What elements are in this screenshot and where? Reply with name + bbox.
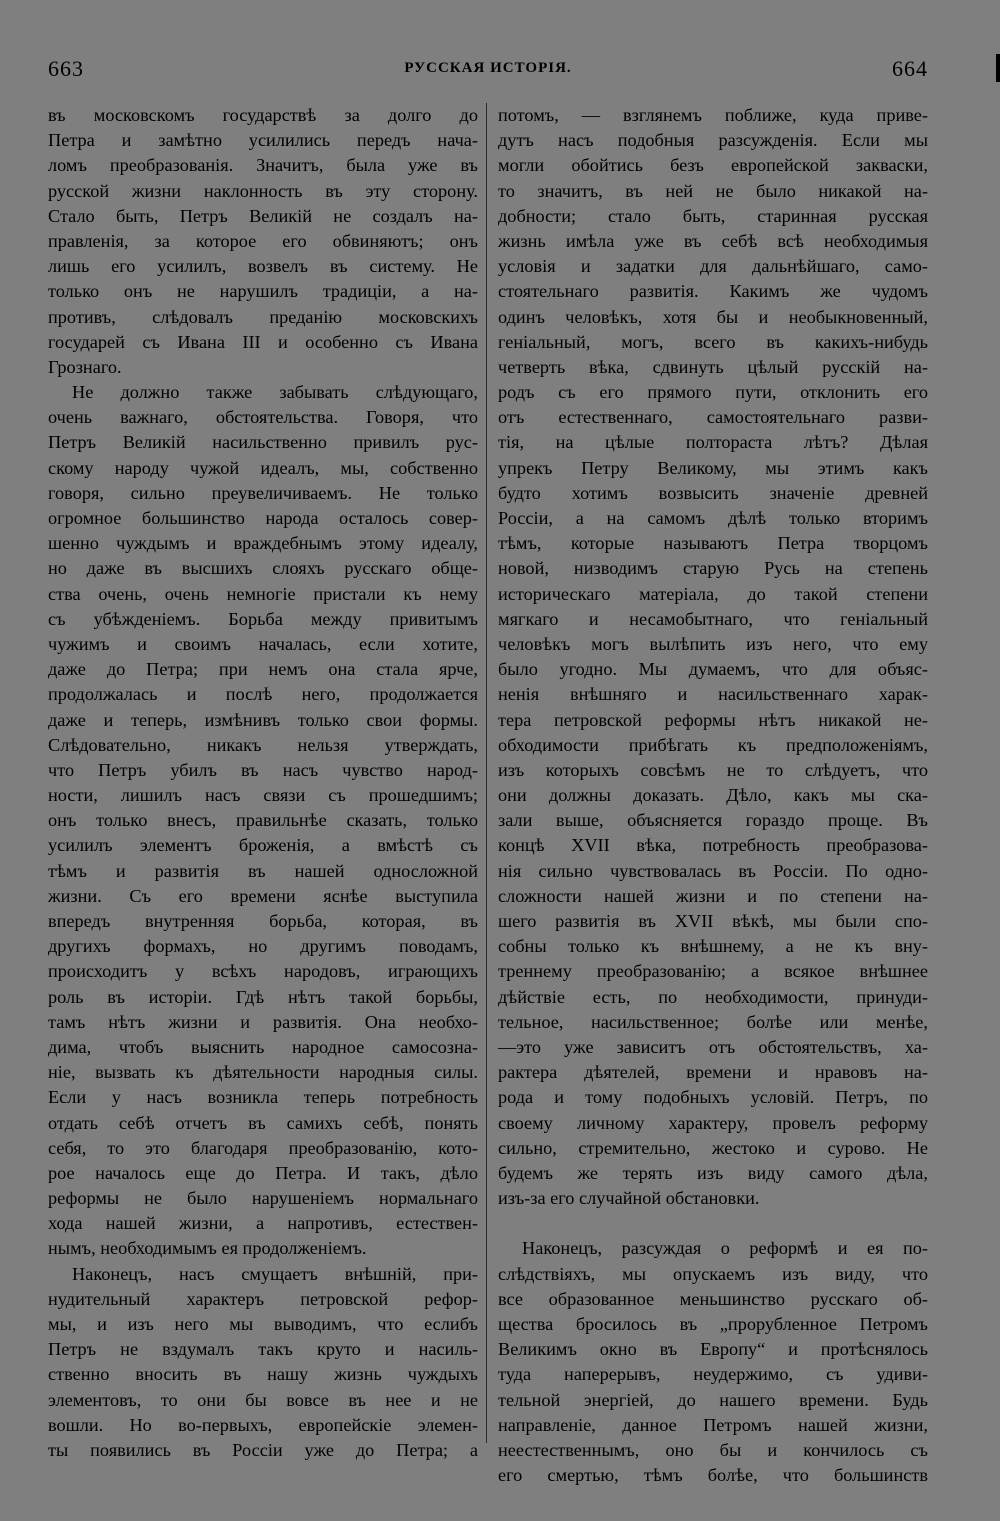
text-line: Грознаго. [48,356,122,377]
text-line: могли обойтись безъ европейской закваски, [498,155,928,176]
text-line: концѣ XVII вѣка, потребность преобразова- [498,835,928,856]
text-line: ніе, вызвать къ дѣятельности народныя силы. [48,1062,478,1083]
text-line: другихъ формахъ, но другимъ поводамъ, [48,936,478,957]
page-edge-mark [996,54,1000,82]
text-line: обходимости прибѣгать къ предположеніямъ, [498,734,928,755]
text-line: человѣкъ могъ вылѣпить изъ него, что ему [498,633,928,654]
text-line: тѣмъ и развитія въ нашей односложной [48,860,478,881]
text-line: ности, лишилъ насъ связи съ прошедшимъ; [48,785,478,806]
text-line: Стало быть, Петръ Великій не создалъ на- [48,205,478,226]
text-line [498,1211,928,1236]
text-line: Великимъ окно въ Европу“ и протѣснялось [498,1339,928,1360]
text-line: стоятельнаго развитія. Какимъ же чудомъ [498,281,928,302]
text-line: рактера дѣятелей, времени и нравовъ на- [498,1062,928,1083]
text-line: Если у насъ возникла теперь потребность [48,1087,478,1108]
text-line: продолжалась и послѣ него, продолжается [48,684,478,705]
text-line: своему личному характеру, провелъ реформу [498,1112,928,1133]
text-line: ломъ преобразованія. Значитъ, была уже въ [48,155,478,176]
text-line: Петръ не вздумалъ такъ круто и насиль- [48,1339,478,1360]
text-line: русской жизни наклонность въ эту сторону. [48,180,478,201]
text-line: въ московскомъ государствѣ за долго до [48,105,478,125]
text-line: мягкаго и несамобытнаго, что геніальный [498,608,928,629]
text-line: отдать себѣ отчетъ въ самихъ себѣ, понять [48,1112,478,1133]
text-line: даже до Петра; при немъ она стала ярче, [48,659,478,680]
text-line: ства очень, очень немногіе пристали къ нему [48,583,478,604]
text-line: тельное, насильственное; болѣе или менѣе, [498,1011,928,1032]
text-line: Петра и замѣтно усилились передъ нача- [48,130,478,151]
text-line: тера петровской реформы нѣтъ никакой не- [498,709,928,730]
text-line: дима, чтобъ выяснить народное самосозна- [48,1036,478,1057]
running-title: РУССКАЯ ИСТОРІЯ. [404,60,572,76]
text-line: направленіе, данное Петромъ нашей жизни, [498,1414,928,1435]
text-line: что Петръ убилъ въ насъ чувство народ- [48,759,478,780]
text-line: потомъ, — взглянемъ поближе, куда приве- [498,105,928,125]
text-line: нудительный характеръ петровской рефор- [48,1288,478,1309]
text-line: лишь его усилилъ, возвелъ въ систему. Не [48,256,478,277]
text-line: ты появились въ Россіи уже до Петра; а [48,1439,478,1460]
text-line: историческаго матеріала, до такой степени [498,583,928,604]
text-line: зали выше, объясняется гораздо проще. Въ [498,810,928,831]
text-line: жизнь имѣла уже въ себѣ всѣ необходимыя [498,230,928,251]
page-number-left: 663 [48,56,84,81]
page-header [48,56,928,86]
text-line: происходитъ у всѣхъ народовъ, играющихъ [48,961,478,982]
text-line: —это уже зависитъ отъ обстоятельствъ, ха- [498,1036,928,1057]
text-line: даже и теперь, измѣнивъ только свои формы. [48,709,478,730]
text-line: отъ естественнаго, самостоятельнаго разви- [498,407,928,428]
column-divider [486,103,487,1443]
text-line: они должны доказать. Дѣло, какъ мы ска- [498,785,928,806]
text-line: роль въ исторіи. Гдѣ нѣтъ такой борьбы, [48,986,478,1007]
text-line: мы, и изъ него мы выводимъ, что еслибъ [48,1314,478,1334]
text-line: Слѣдовательно, никакъ нельзя утверждать, [48,734,478,755]
text-line: говоря, сильно преувеличиваемъ. Не только [48,482,478,503]
text-line: собны только къ внѣшнему, а не къ вну- [498,936,928,957]
text-line: будемъ же терять изъ виду самого дѣла, [498,1162,928,1183]
text-line: рое началось еще до Петра. И такъ, дѣло [48,1162,478,1183]
text-line: слѣдствіяхъ, мы опускаемъ изъ виду, что [498,1263,928,1284]
text-line: то значитъ, въ ней не было никакой на- [498,180,928,201]
text-line: впередъ внутренняя борьба, которая, въ [48,911,478,931]
text-line: государей съ Ивана III и особенно съ Ивана [48,331,478,352]
text-line: элементовъ, то они бы вовсе въ нее и не [48,1389,478,1410]
text-line: чужимъ и своимъ началась, если хотите, [48,633,478,654]
text-line: нымъ, необходимымъ ея продолженіемъ. [48,1238,367,1259]
page-number-right: 664 [892,56,928,81]
text-line: Наконецъ, разсуждая о реформѣ и ея по- [522,1238,928,1259]
text-line: упрекъ Петру Великому, мы этимъ какъ [498,457,928,478]
text-line: противъ, слѣдовалъ преданію московскихъ [48,306,478,327]
text-line: дутъ насъ подобныя разсужденія. Если мы [498,130,928,151]
text-line: рода и тому подобныхъ условій. Петръ, по [498,1087,928,1108]
text-line: новой, низводимъ старую Русь на степень [498,558,928,579]
text-line: четверть вѣка, сдвинуть цѣлый русскій на- [498,356,928,377]
text-line: добности; стало быть, старинная русская [498,205,928,226]
text-line: правленія, за которое его обвиняютъ; онъ [48,230,478,251]
text-line: шенно чуждымъ и враждебнымъ этому идеалу, [48,533,478,554]
text-line: съ убѣжденіемъ. Борьба между привитымъ [48,608,478,629]
text-line: изъ которыхъ совсѣмъ не то слѣдуетъ, что [498,759,928,780]
text-line: туда наперерывъ, неудержимо, съ удиви- [498,1364,928,1385]
text-line: неестественнымъ, оно бы и кончилось съ [498,1439,928,1460]
text-line: будто хотимъ возвысить значеніе древней [498,482,928,503]
text-line: жизни. Съ его времени яснѣе выступила [48,885,478,906]
text-line: условія и задатки для дальнѣйшаго, само- [498,256,928,277]
text-line: тамъ нѣтъ жизни и развитія. Она необхо- [48,1011,478,1032]
text-line: сильно, стремительно, жестоко и сурово. Не [498,1137,928,1158]
text-line: сложности нашей жизни и по степени на- [498,885,928,906]
text-line: вошли. Но во-первыхъ, европейскіе элемен- [48,1414,478,1435]
text-line: тѣмъ, которые называютъ Петра творцомъ [498,533,928,554]
text-line: усилилъ элементъ броженія, а вмѣстѣ съ [48,835,478,856]
text-line: огромное большинство народа осталось совер- [48,508,478,528]
text-line: скому народу чужой идеалъ, мы, собственно [48,457,478,478]
text-line: одинъ человѣкъ, хотя бы и необыкновенный, [498,306,928,327]
text-line: реформы не было нарушеніемъ нормальнаго [48,1188,478,1209]
text-line: ненія внѣшняго и насильственнаго харак- [498,684,928,705]
text-line: тія, на цѣлые полтораста лѣтъ? Дѣлая [498,432,928,453]
text-line: тельной энергіей, до нашего времени. Будь [498,1389,928,1410]
text-line: но даже въ высшихъ слояхъ русскаго обще- [48,558,478,579]
text-line: дѣйствіе есть, по необходимости, принуди- [498,986,928,1007]
text-line: все образованное меньшинство русскаго об- [498,1288,928,1309]
text-line: ственно вносить въ нашу жизнь чуждыхъ [48,1364,478,1385]
text-line: очень важнаго, обстоятельства. Говоря, что [48,407,478,428]
text-line: нія сильно чувствовалась въ Россіи. По одно- [498,860,928,881]
text-line: себя, то это благодаря преобразованію, кото- [48,1137,478,1158]
text-line: хода нашей жизни, а напротивъ, естествен- [48,1213,478,1234]
text-line: Не должно также забывать слѣдующаго, [72,382,478,403]
text-line: Наконецъ, насъ смущаетъ внѣшній, при- [72,1263,478,1284]
text-line: его смертью, тѣмъ болѣе, что большинств [498,1465,928,1486]
text-line: только онъ не нарушилъ традиціи, а на- [48,281,478,302]
left-column [48,103,478,1460]
text-line: щества бросилось въ „прорубленное Петромъ [498,1314,928,1334]
text-line: геніальный, могъ, всего въ какихъ-нибудь [498,331,928,352]
text-line: онъ только внесъ, правильнѣе сказать, только [48,810,478,831]
text-line: родъ съ его прямого пути, отклонить его [498,382,928,403]
text-line: Петръ Великій насильственно привилъ рус- [48,432,478,453]
text-line: было угодно. Мы думаемъ, что для объяс- [498,659,928,680]
text-line: Россіи, а на самомъ дѣлѣ только вторимъ [498,508,928,528]
right-column [498,103,928,1486]
text-line: треннему преобразованію; а всякое внѣшнее [498,961,928,982]
text-line: изъ-за его случайной обстановки. [498,1188,760,1209]
text-line: шего развитія въ XVII вѣкѣ, мы были спо- [498,911,928,931]
